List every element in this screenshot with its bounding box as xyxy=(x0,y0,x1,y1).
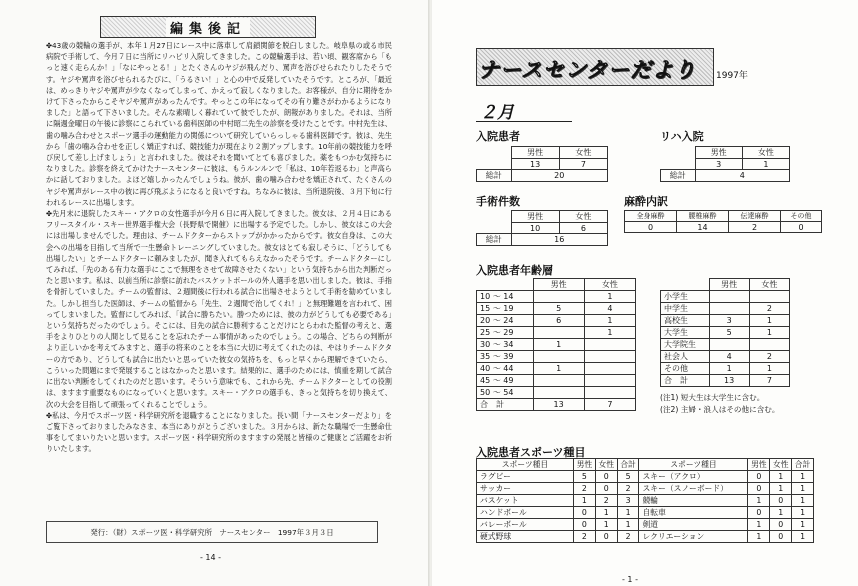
male-count: 13 xyxy=(709,375,749,387)
male-count: 2 xyxy=(574,531,596,543)
male-count xyxy=(533,375,584,387)
anesthesia-title: 麻酔内訳 xyxy=(624,195,668,208)
anesthesia-lumbar: 14 xyxy=(677,222,729,233)
publisher-box xyxy=(46,521,378,543)
female-count xyxy=(584,375,635,387)
table-row xyxy=(477,387,636,399)
editorial-body xyxy=(46,40,392,455)
female-count: 1 xyxy=(770,507,792,519)
male-count: 0 xyxy=(748,471,770,483)
inpatients-male: 13 xyxy=(511,159,559,170)
school-note-1: (注1) 短大生は大学生に含む。 xyxy=(660,393,765,402)
rehab-title: リハ入院 xyxy=(660,130,704,143)
total-count: 1 xyxy=(792,531,814,543)
sports-header-total: 合計 xyxy=(792,459,814,471)
female-count xyxy=(749,339,789,351)
sports-header-male: 男性 xyxy=(574,459,596,471)
male-count: 5 xyxy=(574,471,596,483)
total-count: 1 xyxy=(617,519,639,531)
male-count xyxy=(709,303,749,315)
female-count xyxy=(749,291,789,303)
sport-name: 競輪 xyxy=(639,495,748,507)
table-row xyxy=(477,399,636,411)
table-row xyxy=(661,303,790,315)
surgery-female: 6 xyxy=(559,223,607,234)
sports-header-male: 男性 xyxy=(748,459,770,471)
header-male: 男性 xyxy=(695,147,742,159)
total-count: 1 xyxy=(792,495,814,507)
male-count: 4 xyxy=(709,351,749,363)
editorial-heading-box xyxy=(100,16,316,38)
school-category-label: 社会人 xyxy=(661,351,710,363)
age-range-label: 15 ～ 19 xyxy=(477,303,534,315)
table-row xyxy=(661,339,790,351)
rehab-male: 3 xyxy=(695,159,742,170)
total-count: 1 xyxy=(617,507,639,519)
school-category-label: 合 計 xyxy=(661,375,710,387)
anesthesia-header-general: 全身麻酔 xyxy=(625,211,677,222)
header-female: 女性 xyxy=(584,279,635,291)
male-count: 5 xyxy=(533,303,584,315)
table-row xyxy=(477,327,636,339)
total-count: 1 xyxy=(792,519,814,531)
age-title: 入院患者年齢層 xyxy=(476,264,553,277)
male-count: 6 xyxy=(533,315,584,327)
header-male: 男性 xyxy=(709,279,749,291)
rehab-total: 4 xyxy=(695,170,790,182)
male-count xyxy=(709,291,749,303)
table-row xyxy=(661,327,790,339)
editorial-heading: 編集後記 xyxy=(166,18,250,37)
header-female: 女性 xyxy=(559,147,607,159)
table-row xyxy=(661,375,790,387)
age-range-label: 50 ～ 54 xyxy=(477,387,534,399)
age-range-label: 35 ～ 39 xyxy=(477,351,534,363)
surgery-table xyxy=(476,210,608,246)
total-count: 2 xyxy=(617,531,639,543)
female-count: 0 xyxy=(770,495,792,507)
inpatients-title: 入院患者 xyxy=(476,130,520,143)
female-count: 4 xyxy=(584,303,635,315)
age-range-label: 25 ～ 29 xyxy=(477,327,534,339)
table-row xyxy=(477,495,814,507)
male-count: 1 xyxy=(574,495,596,507)
anesthesia-header-other: その他 xyxy=(781,211,822,222)
sport-name: 硬式野球 xyxy=(477,531,574,543)
male-count: 1 xyxy=(748,519,770,531)
table-row xyxy=(477,519,814,531)
sport-name: レクリエーション xyxy=(639,531,748,543)
male-count: 1 xyxy=(533,363,584,375)
year-label: 1997年 xyxy=(716,71,748,81)
month-label: ２月 xyxy=(480,103,514,123)
age-range-label: 合 計 xyxy=(477,399,534,411)
right-page xyxy=(432,0,858,586)
female-count xyxy=(584,387,635,399)
table-row xyxy=(477,483,814,495)
anesthesia-header-lumbar: 腰椎麻酔 xyxy=(677,211,729,222)
anesthesia-table xyxy=(624,210,822,233)
sports-table xyxy=(476,458,814,543)
sport-name: 剣道 xyxy=(639,519,748,531)
rehab-table xyxy=(660,146,790,182)
sport-name: ハンドボール xyxy=(477,507,574,519)
surgery-title: 手術件数 xyxy=(476,195,520,208)
anesthesia-other: 0 xyxy=(781,222,822,233)
sport-name: 自転車 xyxy=(639,507,748,519)
month-underline xyxy=(476,121,572,122)
school-category-label: 高校生 xyxy=(661,315,710,327)
editorial-paragraph-1: ✤43歳の競輪の選手が、本年１月27日にレース中に落車して肩鎖関節を脱臼しました。岐阜県の或る市民病院で手術して、今月７日に当所にリハビリ入院してきました。この競輪選手は、若い頃、観客席から「もっと速く走らんか！」「なにやっとる！」とたくさんのヤジが飛んだり、罵声を浴びせられたりしたそうです。ヤジや罵声を浴びせられるたびに、「うるさい！」と心の中で反発していたそうです。ところが、「最近は、めっきりヤジや罵声が少なくなってしまって、かえって寂しくなりました。お客様が、自分に期待をかけて下さったからこそヤジや罵声があったんです。やっとこの年になってその有り難さがわかるようになりました」と語って下さいました。そんな素晴しく暮れていて彼でしたが、朗報がありました。それは、当所に隔週金曜日の午後に診察にこられている歯科医師の中村昭二先生の診察を受けたことです。中村先生は、歯の噛み合わせとスポーツ選手の運動能力の関係について研究していらっしゃる歯科医師です。彼は、先生から「歯の噛み合わせを正しく矯正すれば、競技能力が現在より２割アップします。10年前の競技能力を呼び戻して差し上げましょう」と言われました。彼はそれを聞いてとても喜びました。薬をもつかむ気持ちになりました。診察を終えてかけたナースセンターに彼は、もうルンルンで「私は、10年若返るわ」と声高らかに話しておりました。よほど嬉しかったんでしょうね。彼が、歯の噛み合わせを矯正されて、たくさんのヤジや罵声がレース中の彼に再び飛ぶようになると良いですね。ちなみに彼は、当所退院後、３月下旬に行われるレースに出場します。 xyxy=(46,41,392,207)
female-count: 7 xyxy=(584,399,635,411)
total-count: 5 xyxy=(617,471,639,483)
sports-header-total: 合計 xyxy=(617,459,639,471)
female-count: 1 xyxy=(749,315,789,327)
table-row xyxy=(477,339,636,351)
male-count: 5 xyxy=(709,327,749,339)
school-category-label: 大学院生 xyxy=(661,339,710,351)
female-count: 2 xyxy=(749,351,789,363)
table-row xyxy=(477,363,636,375)
total-label: 総計 xyxy=(661,170,696,182)
male-count: 0 xyxy=(748,483,770,495)
female-count: 1 xyxy=(584,327,635,339)
inpatients-table xyxy=(476,146,608,182)
rehab-female: 1 xyxy=(742,159,789,170)
male-count: 3 xyxy=(709,315,749,327)
header-female: 女性 xyxy=(742,147,789,159)
school-category-label: 中学生 xyxy=(661,303,710,315)
header-female: 女性 xyxy=(749,279,789,291)
female-count: 0 xyxy=(595,531,617,543)
male-count: 1 xyxy=(533,339,584,351)
age-range-label: 45 ～ 49 xyxy=(477,375,534,387)
anesthesia-header-conduction: 伝達麻酔 xyxy=(729,211,781,222)
female-count: 1 xyxy=(770,483,792,495)
publisher-text: 発行：（財）スポーツ医・科学研究所 ナースセンター 1997年３月３日 xyxy=(90,527,334,537)
header-male: 男性 xyxy=(511,147,559,159)
age-table xyxy=(476,278,636,411)
female-count: 2 xyxy=(595,495,617,507)
right-page-number: - 1 - xyxy=(622,575,638,584)
male-count xyxy=(709,339,749,351)
age-range-label: 40 ～ 44 xyxy=(477,363,534,375)
total-count: 1 xyxy=(792,471,814,483)
editorial-paragraph-3: ✤私は、今月でスポーツ医・科学研究所を退職することになりました。長い間「ナースセンターだより」をご覧下さっておりましたみなさま、本当にありがとうございました。３月からは、新たな職場で一生懸命仕事をしてまいりたいと思います。スポーツ医・科学研究所のますますの発展と皆様のご健康とご活躍をお祈りいたします。 xyxy=(46,410,392,454)
female-count: 0 xyxy=(770,519,792,531)
anesthesia-general: 0 xyxy=(625,222,677,233)
female-count: 1 xyxy=(595,507,617,519)
sport-name: バスケット xyxy=(477,495,574,507)
female-count: 1 xyxy=(584,315,635,327)
female-count xyxy=(584,351,635,363)
sport-name: スキー（アクロ） xyxy=(639,471,748,483)
female-count xyxy=(584,339,635,351)
male-count xyxy=(533,387,584,399)
female-count: 2 xyxy=(749,303,789,315)
sports-header-female: 女性 xyxy=(595,459,617,471)
male-count: 0 xyxy=(574,519,596,531)
header-male: 男性 xyxy=(533,279,584,291)
table-row xyxy=(477,291,636,303)
sports-header-event: スポーツ種目 xyxy=(477,459,574,471)
total-count: 1 xyxy=(792,483,814,495)
table-row xyxy=(477,303,636,315)
total-count: 1 xyxy=(792,507,814,519)
sports-title: 入院患者スポーツ種目 xyxy=(476,446,586,459)
sport-name: バレーボール xyxy=(477,519,574,531)
table-row xyxy=(477,375,636,387)
table-row xyxy=(477,351,636,363)
male-count xyxy=(533,291,584,303)
school-note-2: (注2) 主婦・浪人はその他に含む。 xyxy=(660,405,780,414)
male-count: 0 xyxy=(748,507,770,519)
table-row xyxy=(477,531,814,543)
male-count: 0 xyxy=(574,507,596,519)
school-category-label: その他 xyxy=(661,363,710,375)
male-count: 1 xyxy=(709,363,749,375)
inpatients-total: 20 xyxy=(511,170,608,182)
male-count: 1 xyxy=(748,495,770,507)
header-male: 男性 xyxy=(511,211,559,223)
male-count xyxy=(533,327,584,339)
table-row xyxy=(661,363,790,375)
surgery-male: 10 xyxy=(511,223,559,234)
table-row xyxy=(477,315,636,327)
table-row xyxy=(661,291,790,303)
newsletter-title: ナースセンターだより xyxy=(478,58,697,82)
sports-header-event: スポーツ種目 xyxy=(639,459,748,471)
total-label: 総計 xyxy=(477,170,512,182)
female-count: 1 xyxy=(749,363,789,375)
age-range-label: 20 ～ 24 xyxy=(477,315,534,327)
table-row xyxy=(477,471,814,483)
sport-name: サッカー xyxy=(477,483,574,495)
female-count: 7 xyxy=(749,375,789,387)
table-row xyxy=(661,315,790,327)
female-count: 0 xyxy=(595,471,617,483)
female-count: 0 xyxy=(770,531,792,543)
male-count: 1 xyxy=(748,531,770,543)
left-page-number: - 14 - xyxy=(200,553,222,562)
male-count: 13 xyxy=(533,399,584,411)
total-count: 3 xyxy=(617,495,639,507)
total-count: 2 xyxy=(617,483,639,495)
school-category-label: 小学生 xyxy=(661,291,710,303)
sport-name: スキー（スノーボード） xyxy=(639,483,748,495)
inpatients-female: 7 xyxy=(559,159,607,170)
school-table xyxy=(660,278,790,387)
editorial-paragraph-2: ✤先月末に退院したスキー・アクロの女性選手が今月６日に再入院してきました。彼女は、２月４日にあるフリースタイル・スキー世界選手権大会（長野県で開催）に出場する予定でした。しかし、彼女はこの大会には出場しませんでした。理由は、チームドクターからストップがかかったからです。彼女自身は、この大会への出場を目指して当所で一生懸命トレーニングしていました。彼女はとても寂しそうに、「どうしても出場したい」とチームドクターに頼みましたが、聞き入れてもらえなかったそうです。チームドクターにしてみれば、「先のある有力な選手にここで無理をさせて故障させたくない」という気持ちから出た判断だったと思います。私は、以前当所に診察に訪れたバスケットボールの外人選手を思い出しました。彼は、手指を骨折していました。チームの監督は、２週間後に行われる試合に出場させようとして手術を勧めていました。しかし担当した医師は、チームの監督から「先生、２週間で治してくれ！」と無理難題を言われて、困ってしまいました。監督にしてみれば、「試合に勝ちたい。勝つためには、彼の力がどうしても必要である」という気持ちだったのでしょう。そこには、目先の試合に勝利することだけにとらわれた監督の考えと、選手をよりひとりの人間として見ることを忘れたチーム事情があったのでしょう。この場合、どちらの判断がより正しいかを考えてみますと、選手の将来のことを本当に大切に考えてくれたのは、やはりチームドクターの方であり、どうしても試合に出たいと思っていた彼女の気持ちを、もっと早くから理解できていたら、こういった問題にまで発展することはなかったと思います。結果的に、選手のためには、慎重を期して試合に出ない判断をしてくれたのだと思います。そういう意味でも、これから先、チームドクターとしての役割は、ますます重要なものになっていくと思います。スキー・アクロの選手も、きっと気持ちを切り換えて、次の大会を目指して頑張ってくれることでしょう。 xyxy=(46,209,392,409)
total-label: 総計 xyxy=(477,234,512,246)
male-count: 2 xyxy=(574,483,596,495)
table-row xyxy=(477,507,814,519)
female-count: 1 xyxy=(595,519,617,531)
table-row xyxy=(661,351,790,363)
sport-name: ラグビー xyxy=(477,471,574,483)
female-count xyxy=(584,363,635,375)
male-count xyxy=(533,351,584,363)
anesthesia-conduction: 2 xyxy=(729,222,781,233)
header-female: 女性 xyxy=(559,211,607,223)
age-range-label: 10 ～ 14 xyxy=(477,291,534,303)
female-count: 1 xyxy=(770,471,792,483)
female-count: 1 xyxy=(584,291,635,303)
surgery-total: 16 xyxy=(511,234,608,246)
female-count: 1 xyxy=(749,327,789,339)
female-count: 0 xyxy=(595,483,617,495)
age-range-label: 30 ～ 34 xyxy=(477,339,534,351)
school-category-label: 大学生 xyxy=(661,327,710,339)
sports-header-female: 女性 xyxy=(770,459,792,471)
